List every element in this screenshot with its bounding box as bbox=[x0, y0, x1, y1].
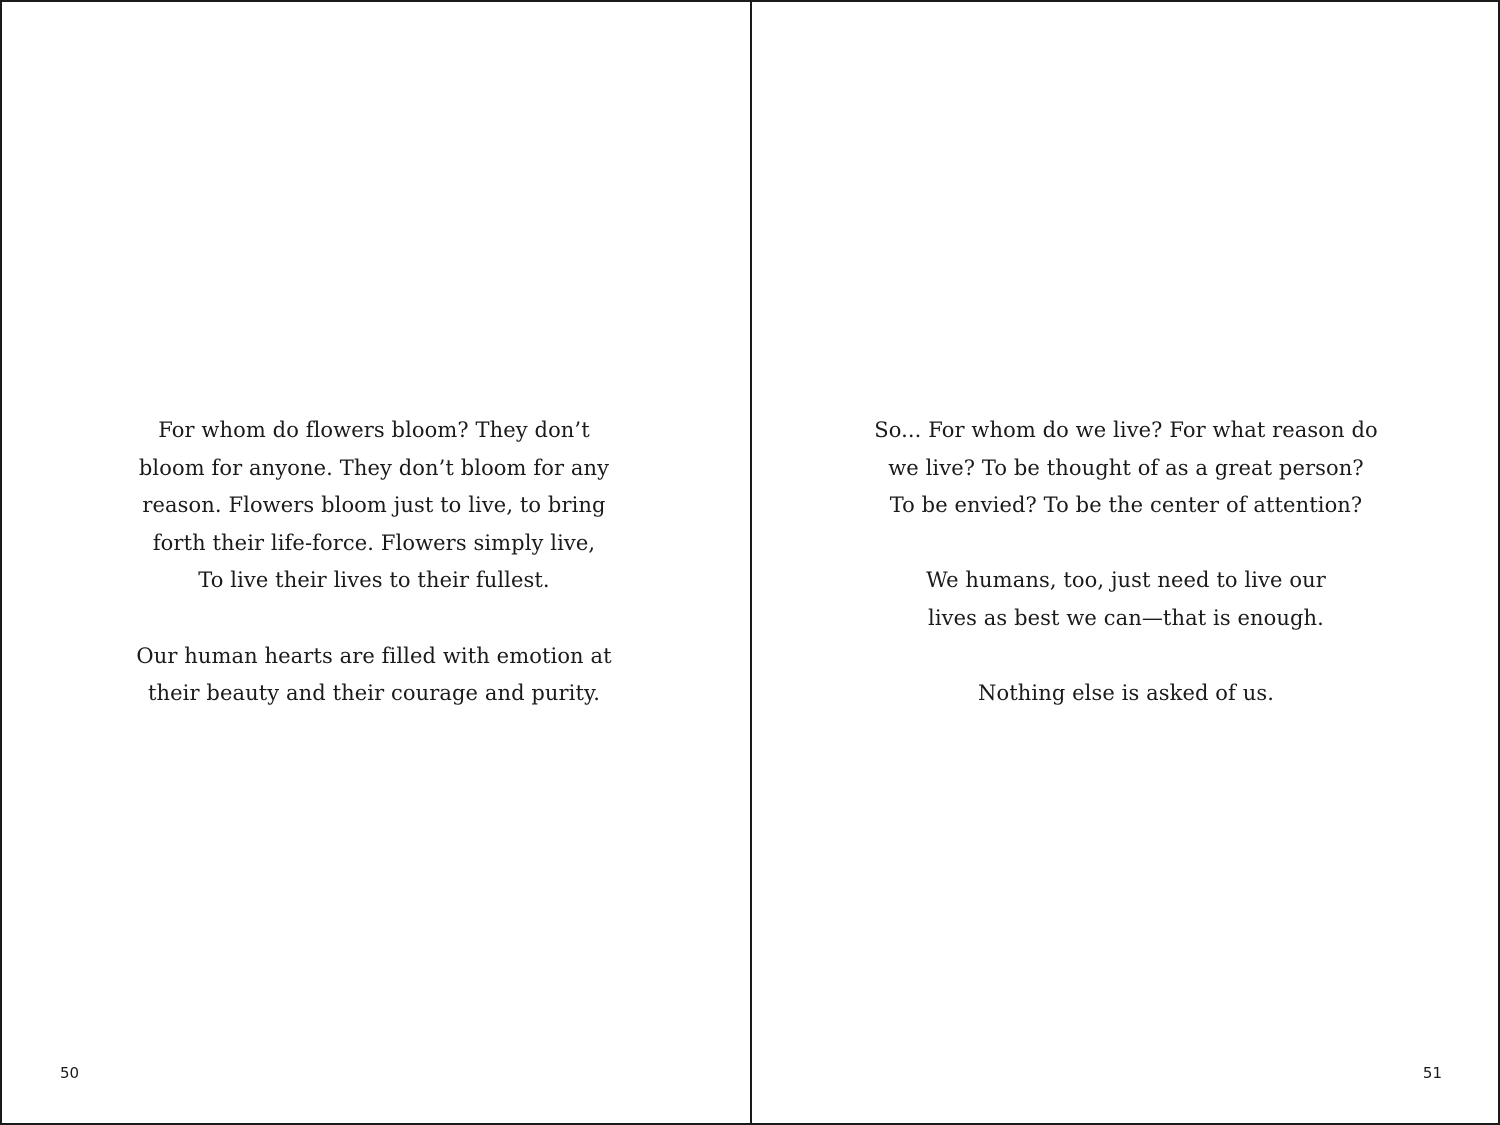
text-line: bloom for anyone. They don’t bloom for any bbox=[138, 455, 610, 480]
text-line: To be envied? To be the center of attention? bbox=[889, 493, 1363, 518]
right-paragraph-2 bbox=[752, 562, 1500, 637]
text-line: We humans, too, just need to live our bbox=[926, 568, 1326, 593]
text-line: Nothing else is asked of us. bbox=[978, 681, 1274, 706]
page-number-right: 51 bbox=[1422, 1064, 1442, 1082]
text-line: we live? To be thought of as a great person? bbox=[888, 455, 1364, 480]
left-paragraph-1 bbox=[0, 412, 748, 600]
right-paragraph-3 bbox=[752, 675, 1500, 713]
page-number-left: 50 bbox=[60, 1064, 80, 1082]
text-line: lives as best we can—that is enough. bbox=[928, 605, 1324, 630]
text-line: To live their lives to their fullest. bbox=[198, 568, 550, 593]
text-line: forth their life-force. Flowers simply live, bbox=[152, 530, 596, 555]
right-page bbox=[752, 2, 1500, 1123]
text-line: For whom do flowers bloom? They don’t bbox=[158, 418, 590, 442]
text-line: So... For whom do we live? For what reason do bbox=[874, 418, 1378, 442]
text-line: their beauty and their courage and purity. bbox=[147, 681, 600, 706]
right-paragraph-1 bbox=[752, 412, 1500, 525]
text-line: reason. Flowers bloom just to live, to bring bbox=[142, 493, 606, 518]
left-page bbox=[2, 2, 750, 1123]
left-paragraph-2 bbox=[0, 638, 748, 713]
text-line: Our human hearts are filled with emotion at bbox=[136, 643, 612, 668]
right-page-text bbox=[752, 412, 1500, 750]
left-page-text bbox=[0, 412, 748, 750]
